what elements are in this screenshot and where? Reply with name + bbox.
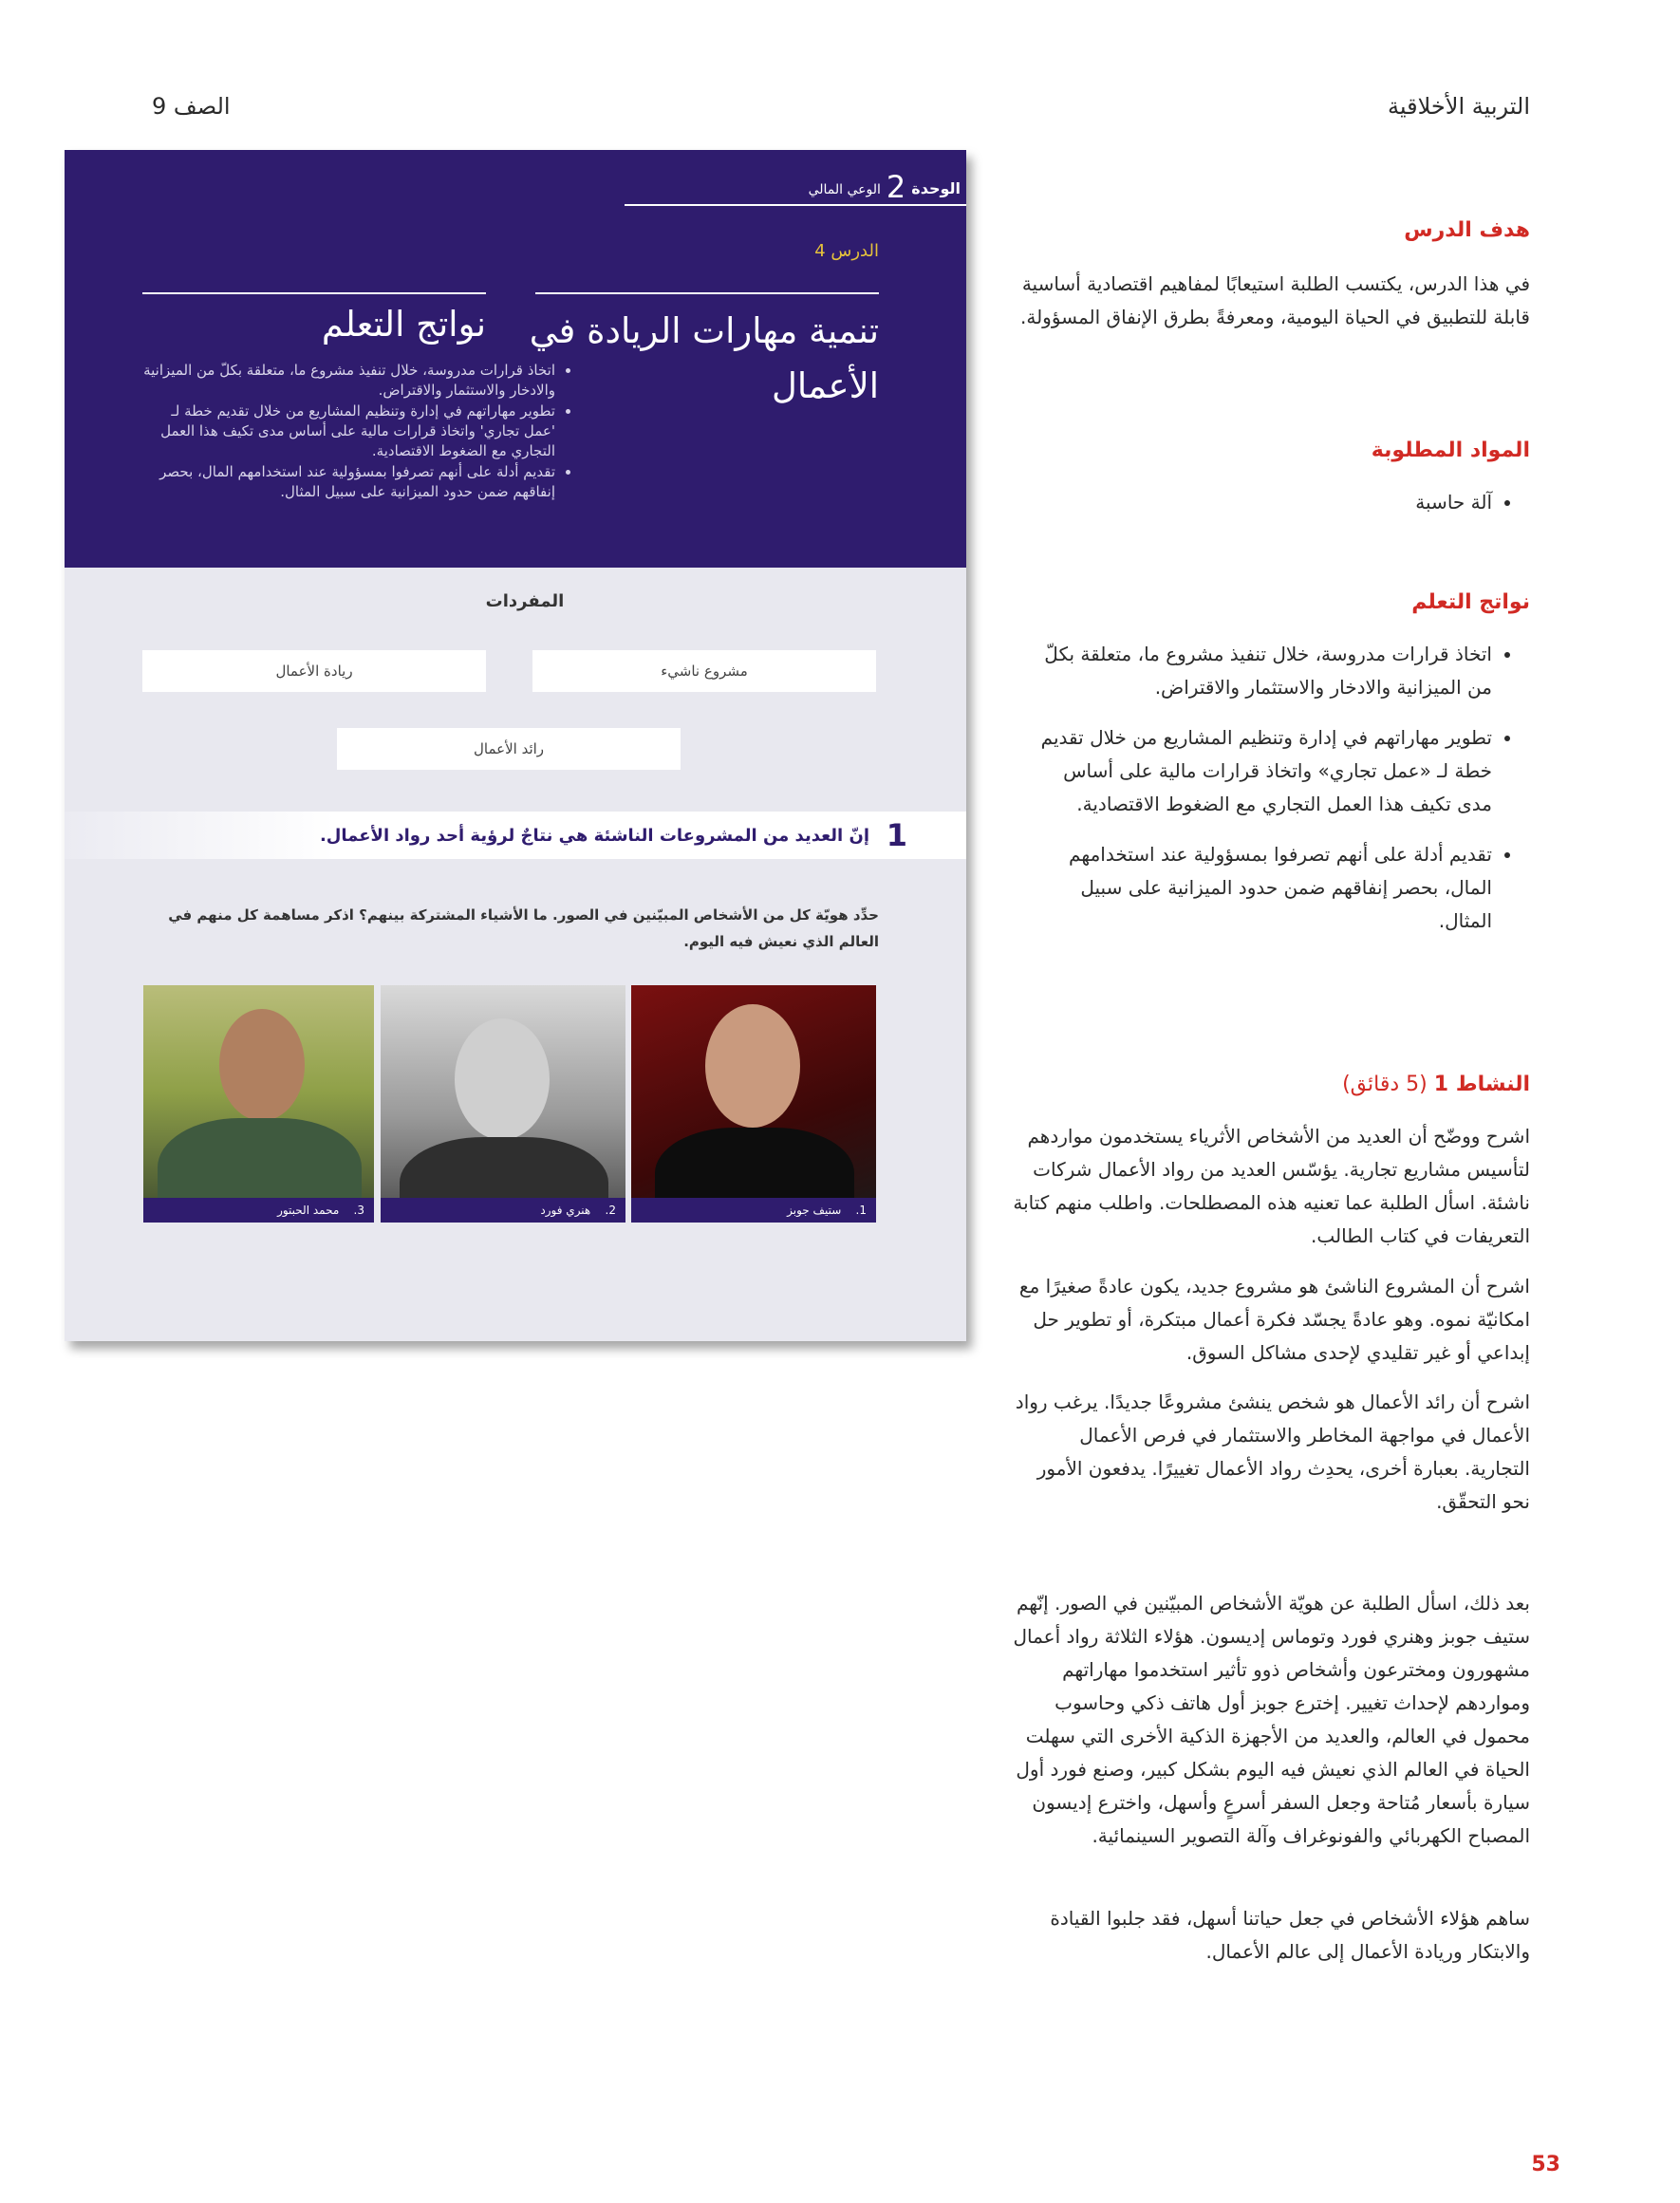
- page-number: 53: [1531, 2153, 1560, 2176]
- grade-header: الصف 9: [152, 93, 231, 120]
- activity-number: 1: [886, 817, 907, 853]
- list-item: • تطوير مهاراتهم في إدارة وتنظيم المشاريع من خلال تقديم خطة لـ 'عمل تجاري' واتخاذ قرارات مالية على أساس مدى تكيف هذا العمل التجاري مع الضغوط الاقتصادية.: [142, 401, 555, 461]
- vocab-title: المفردات: [485, 591, 565, 611]
- outcomes-heading: نواتج التعلم: [1411, 590, 1530, 614]
- goal-text: في هذا الدرس، يكتسب الطلبة استيعابًا لمفاهيم اقتصادية أساسية قابلة للتطبيق في الحياة اليومية، ومعرفةً بطرق الإنفاق المسؤولة.: [1019, 272, 1530, 328]
- activity-paragraph: اشرح ووضّح أن العديد من الأشخاص الأثرياء يستخدمون مواردهم لتأسيس مشاريع تجارية. يؤسّس العديد من رواد الأعمال شركات ناشئة. اسأل الطلبة عما تعنيه هذه المصطلحات. واطلب منهم كتابة التعريفات في كتاب الطالب.: [1013, 1125, 1530, 1247]
- list-item: • آلة حاسبة: [1112, 486, 1492, 519]
- activity-title: إنّ العديد من المشروعات الناشئة هي نتاجٌ لرؤية أحد رواد الأعمال.: [319, 826, 869, 846]
- vocab-box: رائد الأعمال: [337, 728, 681, 770]
- closing-paragraph: ساهم هؤلاء الأشخاص في جعل حياتنا أسهل، فقد جلبوا القيادة والابتكار وريادة الأعمال إلى عالم الأعمال.: [1050, 1907, 1530, 1963]
- vocab-box: ريادة الأعمال: [142, 650, 486, 692]
- list-item: • تطوير مهاراتهم في إدارة وتنظيم المشاريع من خلال تقديم خطة لـ «عمل تجاري» واتخاذ قرارات مالية على أساس مدى تكيف هذا العمل التجاري مع الضغوط الاقتصادية.: [1027, 721, 1492, 821]
- book-outcomes-list: [142, 361, 576, 503]
- materials-list: [1112, 486, 1530, 536]
- title-rule: [535, 292, 879, 294]
- unit-divider: [625, 204, 966, 206]
- materials-heading: المواد المطلوبة: [1371, 439, 1530, 462]
- activity-heading-title: النشاط 1: [1433, 1073, 1530, 1096]
- list-item: • اتخاذ قرارات مدروسة، خلال تنفيذ مشروع ما، متعلقة بكلّ من الميزانية والادخار والاستثمار والاقتراض.: [1027, 638, 1492, 704]
- vocab-box: مشروع ناشيء: [532, 650, 876, 692]
- activity-instruction: حدِّد هويّة كل من الأشخاص المبيّنين في الصور. ما الأشياء المشتركة بينهم؟ اذكر مساهمة كل منهم في العالم الذي نعيش فيه اليوم.: [168, 906, 879, 950]
- list-item: • تقديم أدلة على أنهم تصرفوا بمسؤولية عند استخدامهم المال، بحصر إنفاقهم ضمن حدود الميزانية على سبيل المثال.: [1027, 838, 1492, 938]
- photo-steve-jobs: [631, 985, 876, 1223]
- list-item: • اتخاذ قرارات مدروسة، خلال تنفيذ مشروع ما، متعلقة بكلّ من الميزانية والادخار والاستثمار والاقتراض.: [142, 361, 555, 401]
- unit-label: الوحدة2الوعي المالي: [808, 169, 961, 205]
- photo-mohammed-alhabtoor: [143, 985, 374, 1223]
- activity-heading: [1342, 1073, 1530, 1096]
- book-outcomes-title: نواتج التعلم: [321, 304, 486, 345]
- outcomes-list: [1027, 638, 1530, 955]
- lesson-number: الدرس 4: [814, 241, 879, 261]
- goal-heading: هدف الدرس: [1404, 218, 1530, 242]
- list-item: • تقديم أدلة على أنهم تصرفوا بمسؤولية عند استخدامهم المال، بحصر إنفاقهم ضمن حدود الميزانية على سبيل المثال.: [142, 462, 555, 502]
- student-book-panel: [65, 150, 966, 1341]
- book-banner: [65, 150, 966, 568]
- photo-caption: 3. محمد الحبتور: [143, 1198, 374, 1223]
- activity-time: (5 دقائق): [1342, 1073, 1428, 1096]
- activity-paragraph: اشرح أن المشروع الناشئ هو مشروع جديد، يكون عادةً صغيرًا مع امكانيّة نموه. وهو عادةً يجسّد فكرة أعمال مبتكرة، أو تطوير حل إبداعي أو غير تقليدي لإحدى مشاكل السوق.: [1018, 1275, 1530, 1364]
- activity-paragraph: اشرح أن رائد الأعمال هو شخص ينشئ مشروعًا جديدًا. يرغب رواد الأعمال في مواجهة المخاطر والاستثمار في فرص الأعمال التجارية. بعبارة أخرى، يحدِث رواد الأعمال تغييرًا. يدفعون الأمور نحو التحقّق.: [1015, 1391, 1530, 1513]
- photo-caption: 1. ستيف جوبز: [631, 1198, 876, 1223]
- photo-henry-ford: [381, 985, 625, 1223]
- subject-header: التربية الأخلاقية: [1388, 93, 1530, 120]
- lesson-title: تنمية مهارات الريادة في الأعمال: [529, 310, 879, 406]
- closing-paragraph: بعد ذلك، اسأل الطلبة عن هويّة الأشخاص المبيّنين في الصور. إنّهم ستيف جوبز وهنري فورد وتوماس إديسون. هؤلاء الثلاثة رواد أعمال مشهورون ومخترعون وأشخاص ذوو تأثير استخدموا مهاراتهم ومواردهم لإحداث تغيير. إخترع جوبز أول هاتف ذكي وحاسوب محمول في العالم، والعديد من الأجهزة الذكية الأخرى التي سهلت الحياة في العالم الذي نعيش فيه اليوم بشكل كبير، وصنع فورد أول سيارة بأسعار مُتاحة وجعل السفر أسرعٍ وأسهل، واخترع إديسون المصباح الكهربائي والفونوغراف وآلة التصوير السينمائية.: [1013, 1592, 1530, 1847]
- photo-caption: 2. هنري فورد: [381, 1198, 625, 1223]
- outcomes-rule: [142, 292, 486, 294]
